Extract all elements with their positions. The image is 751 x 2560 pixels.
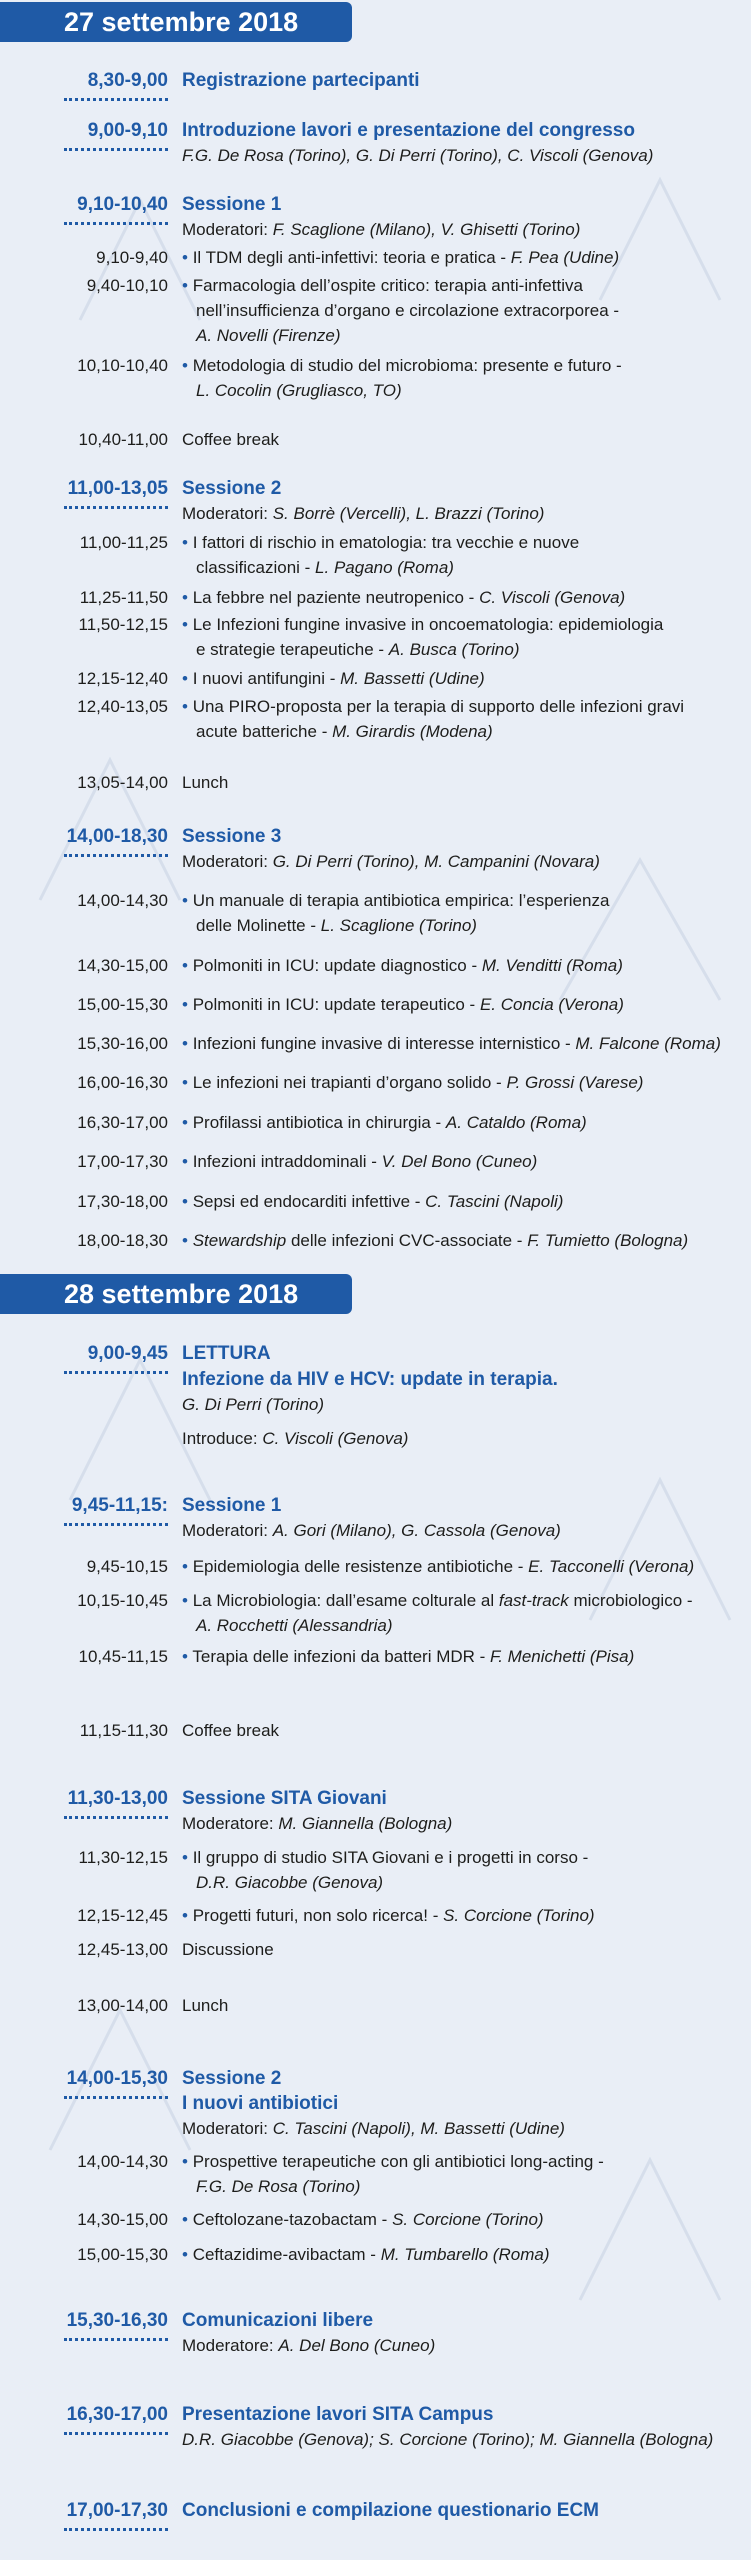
lunch: Lunch — [182, 1996, 229, 2015]
session-title: Sessione 2 — [182, 478, 282, 499]
moderators: Moderatori: A. Gori (Milano), G. Cassola (Genova) — [182, 1521, 561, 1540]
talk-item: • Stewardship delle infezioni CVC-associate - F. Tumietto (Bologna) — [182, 1231, 689, 1250]
talk-time: 16,00-16,30 — [77, 1073, 168, 1092]
break-time: 13,00-14,00 — [77, 1996, 168, 2015]
talk-time: 10,45-11,15 — [78, 1647, 168, 1666]
talk-time: 14,30-15,00 — [77, 956, 168, 975]
talk-speaker: A. Novelli (Firenze) — [196, 326, 341, 345]
talk-speaker: L. Cocolin (Grugliasco, TO) — [196, 381, 402, 400]
session-title: Presentazione lavori SITA Campus — [182, 2404, 494, 2425]
talk-item: • Profilassi antibiotica in chirurgia - A. Cataldo (Roma) — [182, 1113, 587, 1132]
session-time: 14,00-18,30 — [66, 826, 168, 847]
session-title: Sessione 2 — [182, 2068, 282, 2089]
talk-time: 11,30-12,15 — [78, 1848, 168, 1867]
talk-time: 11,25-11,50 — [79, 588, 168, 607]
talk-time: 15,00-15,30 — [77, 995, 168, 1014]
talk-item: • Una PIRO-proposta per la terapia di supporto delle infezioni gravi — [182, 697, 685, 716]
talk-item: • Le infezioni nei trapianti d’organo solido - P. Grossi (Varese) — [182, 1073, 644, 1092]
talk-time: 12,15-12,45 — [77, 1906, 168, 1925]
dotted-divider — [64, 2096, 168, 2099]
talk-item-cont: nell’insufficienza d’organo e circolazione extracorporea - — [196, 301, 620, 320]
talk-time: 10,10-10,40 — [77, 356, 168, 375]
talk-time: 14,00-14,30 — [77, 2152, 168, 2171]
talk-item: • Progetti futuri, non solo ricerca! - S. Corcione (Torino) — [182, 1906, 595, 1925]
talk-time: 15,00-15,30 — [77, 2245, 168, 2264]
talk-time: 11,50-12,15 — [78, 615, 168, 634]
day-header-1: 27 settembre 2018 — [0, 2, 352, 42]
dotted-divider — [64, 148, 168, 151]
session-time: 11,00-13,05 — [67, 478, 168, 499]
moderators: Moderatori: C. Tascini (Napoli), M. Bassetti (Udine) — [182, 2119, 565, 2138]
session-title: Introduzione lavori e presentazione del congresso — [182, 120, 635, 141]
talk-item: • Polmoniti in ICU: update diagnostico - M. Venditti (Roma) — [182, 956, 623, 975]
session-subtitle: I nuovi antibiotici — [182, 2093, 339, 2114]
talk-item: • Infezioni intraddominali - V. Del Bono (Cuneo) — [182, 1152, 538, 1171]
talk-item: • Epidemiologia delle resistenze antibiotiche - E. Tacconelli (Verona) — [182, 1557, 695, 1576]
session-time: 9,10-10,40 — [77, 194, 168, 215]
moderators: Moderatore: M. Giannella (Bologna) — [182, 1814, 453, 1833]
talk-time: 18,00-18,30 — [77, 1231, 168, 1250]
day-header-2: 28 settembre 2018 — [0, 1274, 352, 1314]
session-time: 15,30-16,30 — [66, 2310, 168, 2331]
dotted-divider — [64, 1371, 168, 1374]
talk-time: 14,30-15,00 — [77, 2210, 168, 2229]
talk-time: 16,30-17,00 — [77, 1113, 168, 1132]
session-time: 9,00-9,45 — [87, 1343, 168, 1364]
dotted-divider — [64, 222, 168, 225]
moderators: Moderatori: F. Scaglione (Milano), V. Ghisetti (Torino) — [182, 220, 581, 239]
talk-time: 9,45-10,15 — [86, 1557, 168, 1576]
session-time: 14,00-15,30 — [66, 2068, 168, 2089]
session-time: 11,30-13,00 — [67, 1788, 168, 1809]
talk-item: • Il gruppo di studio SITA Giovani e i progetti in corso - — [182, 1848, 589, 1867]
talk-speaker: A. Rocchetti (Alessandria) — [196, 1616, 393, 1635]
break-time: 10,40-11,00 — [78, 430, 168, 449]
session-time: 17,00-17,30 — [66, 2500, 168, 2521]
introducer: Introduce: C. Viscoli (Genova) — [182, 1429, 409, 1448]
dotted-divider — [64, 2432, 168, 2435]
talk-item: • Sepsi ed endocarditi infettive - C. Tascini (Napoli) — [182, 1192, 564, 1211]
talk-item: • Il TDM degli anti-infettivi: teoria e pratica - F. Pea (Udine) — [182, 248, 620, 267]
talk-item: • La Microbiologia: dall’esame colturale al fast-track microbiologico - — [182, 1591, 693, 1610]
talk-time: 12,40-13,05 — [77, 697, 168, 716]
talk-item: • Ceftolozane-tazobactam - S. Corcione (Torino) — [182, 2210, 544, 2229]
talk-item: • I fattori di rischio in ematologia: tra vecchie e nuove — [182, 533, 580, 552]
talk-item: • Le Infezioni fungine invasive in oncoematologia: epidemiologia — [182, 615, 664, 634]
session-title: Comunicazioni libere — [182, 2310, 374, 2331]
dotted-divider — [64, 2338, 168, 2341]
talk-item: • Polmoniti in ICU: update terapeutico - E. Concia (Verona) — [182, 995, 624, 1014]
session-time: 9,45-11,15: — [71, 1495, 168, 1516]
talk-item: • Un manuale di terapia antibiotica empirica: l’esperienza — [182, 891, 610, 910]
talk-speaker: D.R. Giacobbe (Genova) — [196, 1873, 384, 1892]
talk-item: • Metodologia di studio del microbioma: presente e futuro - — [182, 356, 622, 375]
talk-time: 9,10-9,40 — [96, 248, 168, 267]
talk-item: • Prospettive terapeutiche con gli antibiotici long-acting - — [182, 2152, 604, 2171]
break-time: 13,05-14,00 — [77, 773, 168, 792]
talk-item: • Farmacologia dell’ospite critico: terapia anti-infettiva — [182, 276, 583, 295]
session-title: LETTURA — [182, 1343, 271, 1364]
talk-time: 15,30-16,00 — [77, 1034, 168, 1053]
dotted-divider — [64, 506, 168, 509]
dotted-divider — [64, 1523, 168, 1526]
session-title: Registrazione partecipanti — [182, 70, 420, 91]
talk-speaker: F.G. De Rosa (Torino) — [196, 2177, 361, 2196]
session-title: Conclusioni e compilazione questionario ECM — [182, 2500, 599, 2521]
session-title: Sessione 3 — [182, 826, 282, 847]
dotted-divider — [64, 1816, 168, 1819]
talk-time: 14,00-14,30 — [77, 891, 168, 910]
talk-item-cont: acute batteriche - M. Girardis (Modena) — [196, 722, 493, 741]
session-title: Sessione SITA Giovani — [182, 1788, 387, 1809]
talk-time: 17,00-17,30 — [77, 1152, 168, 1171]
discussion: Discussione — [182, 1940, 274, 1959]
session-time: 9,00-9,10 — [87, 120, 168, 141]
talk-time: 12,15-12,40 — [77, 669, 168, 688]
session-time: 16,30-17,00 — [66, 2404, 168, 2425]
moderators: Moderatore: A. Del Bono (Cuneo) — [182, 2336, 436, 2355]
dotted-divider — [64, 98, 168, 101]
lunch: Lunch — [182, 773, 229, 792]
talk-time: 17,30-18,00 — [77, 1192, 168, 1211]
session-time: 8,30-9,00 — [87, 70, 168, 91]
talk-time: 12,45-13,00 — [77, 1940, 168, 1959]
coffee-break: Coffee break — [182, 430, 280, 449]
talk-time: 10,15-10,45 — [77, 1591, 168, 1610]
talk-item: • I nuovi antifungini - M. Bassetti (Udine) — [182, 669, 485, 688]
talk-time: 11,00-11,25 — [79, 533, 168, 552]
coffee-break: Coffee break — [182, 1721, 280, 1740]
moderators: Moderatori: S. Borrè (Vercelli), L. Brazzi (Torino) — [182, 504, 545, 523]
dotted-divider — [64, 2528, 168, 2531]
session-title: Sessione 1 — [182, 1495, 282, 1516]
talk-item: • Ceftazidime-avibactam - M. Tumbarello (Roma) — [182, 2245, 550, 2264]
talk-item: • Infezioni fungine invasive di interesse internistico - M. Falcone (Roma) — [182, 1034, 721, 1053]
talk-item: • La febbre nel paziente neutropenico - C. Viscoli (Genova) — [182, 588, 626, 607]
dotted-divider — [64, 854, 168, 857]
session-subtitle: Infezione da HIV e HCV: update in terapia. — [182, 1369, 558, 1390]
talk-item-cont: e strategie terapeutiche - A. Busca (Torino) — [196, 640, 520, 659]
moderators: Moderatori: G. Di Perri (Torino), M. Campanini (Novara) — [182, 852, 600, 871]
session-speakers: D.R. Giacobbe (Genova); S. Corcione (Torino); M. Giannella (Bologna) — [182, 2430, 714, 2449]
break-time: 11,15-11,30 — [79, 1721, 168, 1740]
talk-item-cont: classificazioni - L. Pagano (Roma) — [196, 558, 454, 577]
talk-time: 9,40-10,10 — [86, 276, 168, 295]
session-title: Sessione 1 — [182, 194, 282, 215]
talk-item: • Terapia delle infezioni da batteri MDR - F. Menichetti (Pisa) — [182, 1647, 635, 1666]
session-speaker: G. Di Perri (Torino) — [182, 1395, 325, 1414]
session-speakers: F.G. De Rosa (Torino), G. Di Perri (Torino), C. Viscoli (Genova) — [182, 146, 654, 165]
talk-item-cont: delle Molinette - L. Scaglione (Torino) — [196, 916, 477, 935]
